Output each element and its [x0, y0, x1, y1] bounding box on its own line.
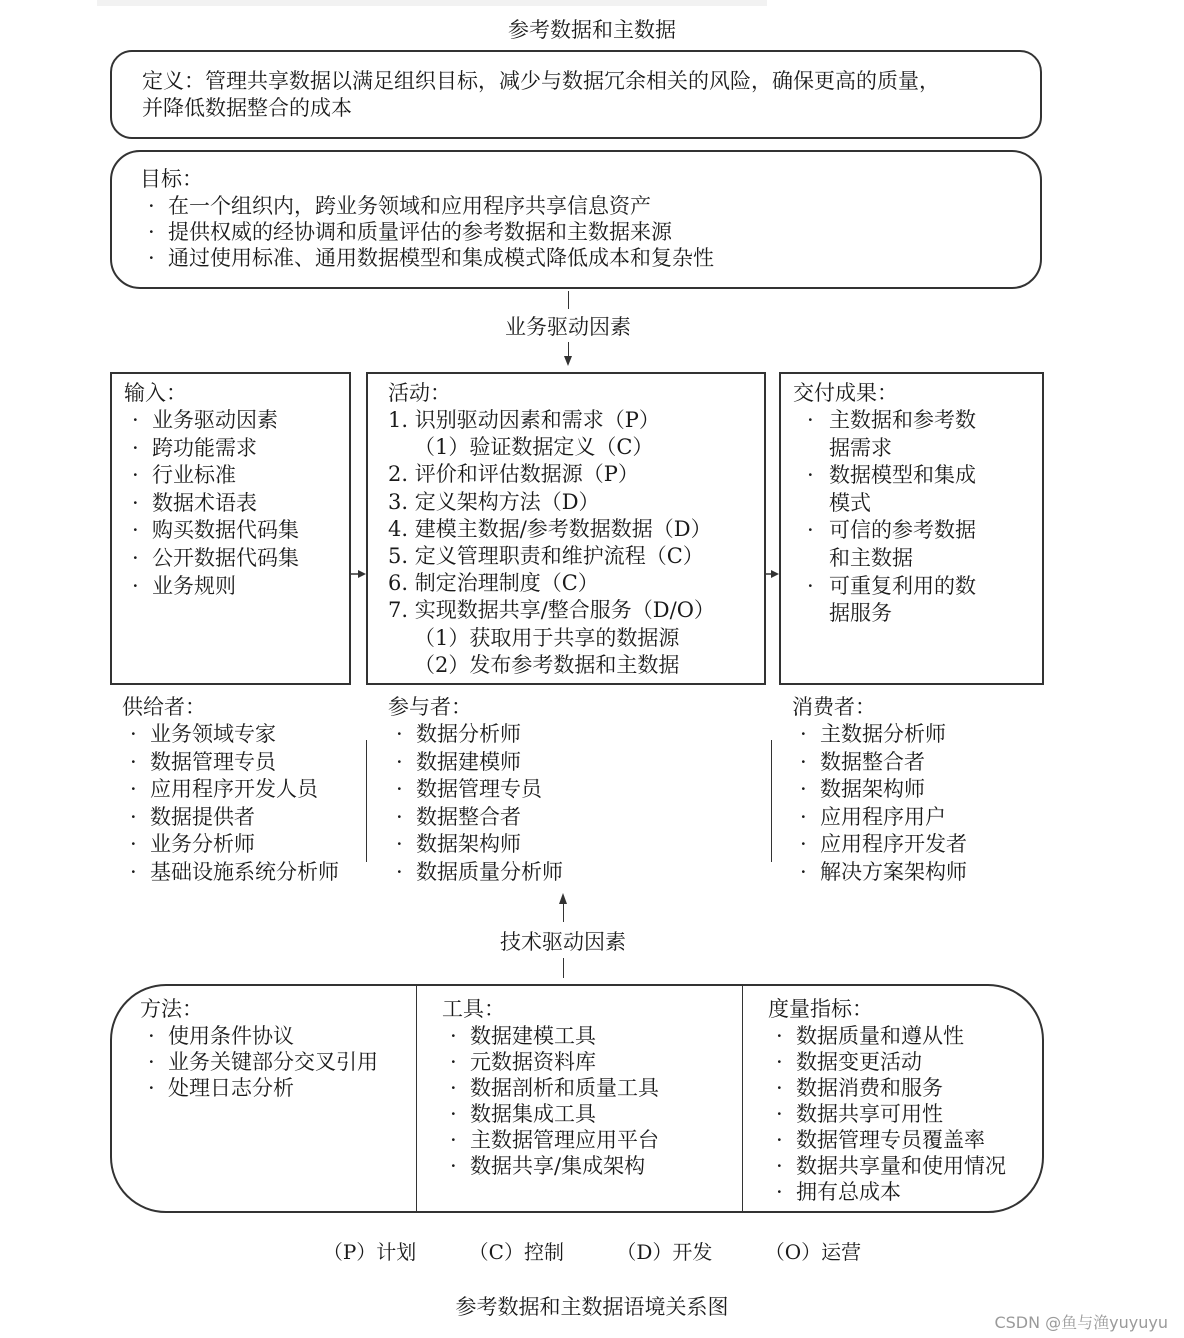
metric-item: · 数据共享量和使用情况 — [768, 1153, 1006, 1179]
participants-heading: 参与者： — [388, 695, 472, 719]
deliverable-line: 模式 — [829, 490, 871, 515]
watermark: CSDN @鱼与渔yuyuyu — [994, 1313, 1168, 1332]
deliverable-line: · 可重复利用的数 — [829, 573, 976, 598]
metric-item: · 拥有总成本 — [768, 1179, 1006, 1205]
supplier-item: · 业务领域专家 — [122, 721, 339, 749]
diagram-title: 参考数据和主数据 — [508, 18, 676, 42]
metric-item: · 数据质量和遵从性 — [768, 1023, 1006, 1049]
consumer-item: · 数据整合者 — [792, 749, 967, 777]
deliverable-line: · 主数据和参考数 — [829, 408, 976, 432]
deliverable-line: · 数据模型和集成 — [829, 463, 976, 488]
supplier-item: · 基础设施系统分析师 — [122, 859, 339, 887]
participant-item: · 数据分析师 — [388, 721, 563, 749]
tool-item: · 数据建模工具 — [442, 1023, 659, 1049]
input-item: · 购买数据代码集 — [124, 517, 299, 545]
participant-item: · 数据管理专员 — [388, 776, 563, 804]
supplier-item: · 数据提供者 — [122, 804, 339, 832]
tool-item: · 数据集成工具 — [442, 1101, 659, 1127]
goal-item: · 通过使用标准、通用数据模型和集成模式降低成本和复杂性 — [140, 245, 714, 271]
activities-to-deliverables-arrowhead — [771, 570, 779, 578]
metric-item: · 数据共享可用性 — [768, 1101, 1006, 1127]
deliverable-line: · 可信的参考数据 — [829, 518, 976, 543]
activity-item: 3. 定义架构方法（D） — [388, 489, 600, 514]
consumers-heading: 消费者： — [792, 695, 876, 719]
goals-heading: 目标： — [140, 167, 203, 191]
technique-item: · 使用条件协议 — [140, 1023, 378, 1049]
metric-item: · 数据变更活动 — [768, 1049, 1006, 1075]
consumer-item: · 主数据分析师 — [792, 721, 967, 749]
supplier-item: · 数据管理专员 — [122, 749, 339, 777]
inputs-to-activities-arrowhead — [358, 570, 366, 578]
activity-subitem: （1）获取用于共享的数据源 — [414, 625, 680, 650]
legend-item: （D）开发 — [616, 1240, 713, 1264]
legend-item: （O）运营 — [764, 1240, 862, 1264]
activity-subitem: （2）发布参考数据和主数据 — [414, 652, 680, 677]
tool-item: · 主数据管理应用平台 — [442, 1127, 659, 1153]
definition-line-2: 并降低数据整合的成本 — [142, 96, 352, 120]
tool-item: · 元数据资料库 — [442, 1049, 659, 1075]
goal-item: · 在一个组织内，跨业务领域和应用程序共享信息资产 — [140, 193, 714, 219]
activity-item: 2. 评价和评估数据源（P） — [388, 462, 639, 487]
input-item: · 跨功能需求 — [124, 435, 299, 463]
business-driver-arrowhead — [564, 356, 572, 366]
participant-item: · 数据建模师 — [388, 749, 563, 777]
deliverable-line: 和主数据 — [829, 545, 913, 570]
techniques-heading: 方法： — [140, 997, 203, 1021]
tool-item: · 数据剖析和质量工具 — [442, 1075, 659, 1101]
consumer-item: · 应用程序开发者 — [792, 831, 967, 859]
legend-item: （C）控制 — [468, 1240, 564, 1264]
input-item: · 公开数据代码集 — [124, 545, 299, 573]
deliverables-heading: 交付成果： — [793, 381, 898, 405]
input-item: · 业务规则 — [124, 573, 299, 601]
deliverable-line: 据服务 — [829, 601, 892, 626]
activity-item: 6. 制定治理制度（C） — [388, 571, 599, 596]
tool-item: · 数据共享/集成架构 — [442, 1153, 659, 1179]
activity-item: 7. 实现数据共享/整合服务（D/O） — [388, 598, 715, 623]
technical-driver-arrowhead — [559, 893, 567, 904]
deliverable-line: 据需求 — [829, 435, 892, 460]
activity-item: 5. 定义管理职责和维护流程（C） — [388, 544, 704, 569]
business-drivers-label: 业务驱动因素 — [505, 315, 631, 339]
legend — [0, 1236, 1184, 1265]
definition-line-1: 定义：管理共享数据以满足组织目标，减少与数据冗余相关的风险，确保更高的质量， — [142, 69, 940, 93]
tools-heading: 工具： — [442, 997, 505, 1021]
legend-item: （P）计划 — [322, 1240, 417, 1264]
metric-item: · 数据管理专员覆盖率 — [768, 1127, 1006, 1153]
consumer-item: · 应用程序用户 — [792, 804, 967, 832]
metric-item: · 数据消费和服务 — [768, 1075, 1006, 1101]
figure-caption: 参考数据和主数据语境关系图 — [455, 1295, 729, 1319]
metrics-heading: 度量指标： — [768, 997, 873, 1021]
technique-item: · 业务关键部分交叉引用 — [140, 1049, 378, 1075]
activity-item: 4. 建模主数据/参考数据数据（D） — [388, 516, 712, 541]
participant-item: · 数据架构师 — [388, 831, 563, 859]
input-item: · 行业标准 — [124, 462, 299, 490]
participant-item: · 数据整合者 — [388, 804, 563, 832]
input-item: · 业务驱动因素 — [124, 407, 299, 435]
supplier-item: · 业务分析师 — [122, 831, 339, 859]
activities-heading: 活动： — [388, 381, 451, 405]
technical-drivers-label: 技术驱动因素 — [500, 930, 626, 954]
participant-item: · 数据质量分析师 — [388, 859, 563, 887]
supplier-item: · 应用程序开发人员 — [122, 776, 339, 804]
input-item: · 数据术语表 — [124, 490, 299, 518]
activity-subitem: （1）验证数据定义（C） — [414, 435, 654, 460]
consumer-item: · 数据架构师 — [792, 776, 967, 804]
inputs-heading: 输入： — [124, 381, 187, 405]
consumer-item: · 解决方案架构师 — [792, 859, 967, 887]
technique-item: · 处理日志分析 — [140, 1075, 378, 1101]
suppliers-heading: 供给者： — [122, 695, 206, 719]
goal-item: · 提供权威的经协调和质量评估的参考数据和主数据来源 — [140, 219, 714, 245]
activity-item: 1. 识别驱动因素和需求（P） — [388, 408, 660, 432]
